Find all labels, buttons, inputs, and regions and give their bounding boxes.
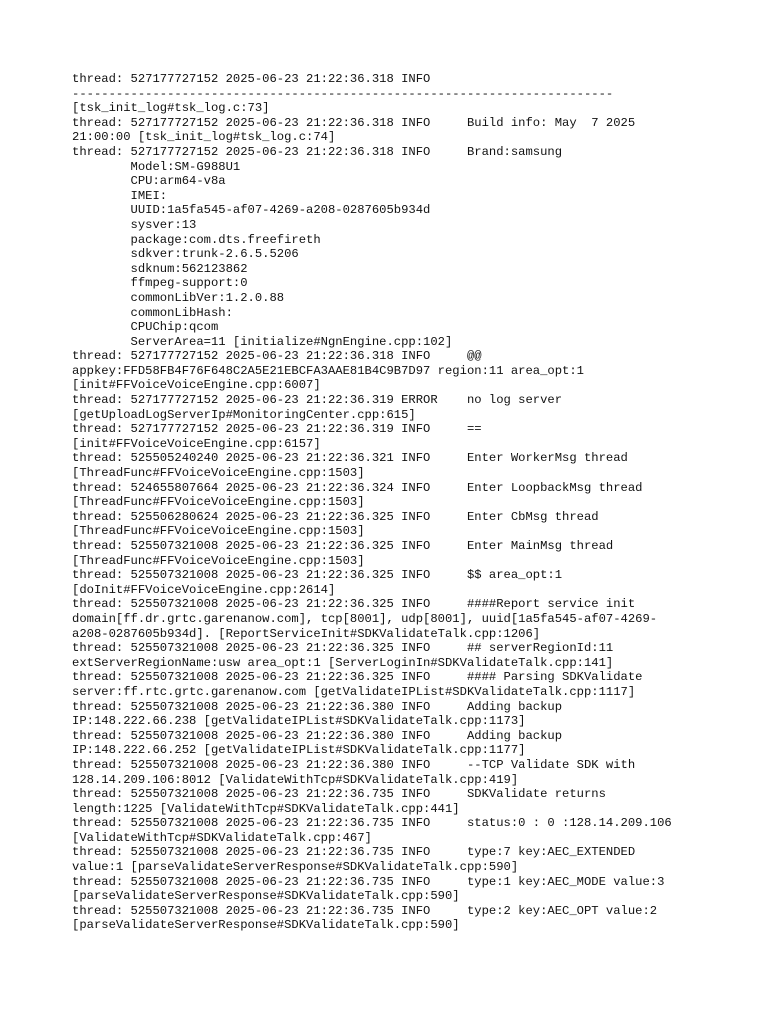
log-line: ServerArea=11 [initialize#NgnEngine.cpp:102]	[72, 334, 453, 349]
log-line: thread: 527177727152 2025-06-23 21:22:36.318 INFO Brand:samsung	[72, 144, 563, 159]
log-line: thread: 525507321008 2025-06-23 21:22:36.735 INFO SDKValidate returns	[72, 787, 606, 802]
log-line: [parseValidateServerResponse#SDKValidateTalk.cpp:590]	[72, 918, 460, 933]
log-line: thread: 525507321008 2025-06-23 21:22:36.735 INFO type:1 key:AEC_MODE value:3	[72, 874, 665, 889]
log-line: thread: 525507321008 2025-06-23 21:22:36.325 INFO Enter MainMsg thread	[72, 539, 614, 553]
log-line: ffmpeg-support:0	[72, 276, 248, 291]
log-line: sdknum:562123862	[72, 261, 248, 276]
log-line: IP:148.222.66.252 [getValidateIPList#SDKValidateTalk.cpp:1177]	[72, 743, 526, 758]
log-line: 21:00:00 [tsk_init_log#tsk_log.c:74]	[72, 130, 336, 145]
log-line: --------------------------------------------------------------------------	[72, 86, 614, 101]
log-document	[72, 72, 762, 933]
log-line: appkey:FFD58FB4F76F648C2A5E21EBCFA3AAE81B4C9B7D97 region:11 area_opt:1	[72, 363, 584, 378]
log-line: sysver:13	[72, 217, 197, 232]
log-line: sdkver:trunk-2.6.5.5206	[72, 247, 299, 262]
log-line: thread: 525507321008 2025-06-23 21:22:36.380 INFO --TCP Validate SDK with	[72, 757, 636, 772]
log-line: a208-0287605b934d]. [ReportServiceInit#SDKValidateTalk.cpp:1206]	[72, 626, 541, 641]
log-line: commonLibHash:	[72, 305, 233, 320]
log-line: thread: 527177727152 2025-06-23 21:22:36.319 ERROR no log server	[72, 393, 563, 408]
log-line: thread: 525507321008 2025-06-23 21:22:36.380 INFO Adding backup	[72, 699, 563, 714]
log-line: [ValidateWithTcp#SDKValidateTalk.cpp:467]	[72, 830, 372, 845]
log-line: Model:SM-G988U1	[72, 159, 241, 174]
log-line: thread: 527177727152 2025-06-23 21:22:36.318 INFO	[72, 72, 431, 86]
log-line: package:com.dts.freefireth	[72, 232, 321, 247]
log-line: thread: 524655807664 2025-06-23 21:22:36.324 INFO Enter LoopbackMsg thread	[72, 480, 643, 495]
log-line: CPUChip:qcom	[72, 320, 219, 335]
log-line: thread: 525507321008 2025-06-23 21:22:36.325 INFO ## serverRegionId:11	[72, 641, 614, 656]
log-line: thread: 525507321008 2025-06-23 21:22:36.735 INFO type:7 key:AEC_EXTENDED	[72, 845, 636, 860]
log-line: value:1 [parseValidateServerResponse#SDKValidateTalk.cpp:590]	[72, 860, 519, 875]
log-line: IMEI:	[72, 188, 168, 203]
log-line: server:ff.rtc.grtc.garenanow.com [getValidateIPList#SDKValidateTalk.cpp:1117]	[72, 684, 636, 699]
log-line: [ThreadFunc#FFVoiceVoiceEngine.cpp:1503]	[72, 524, 365, 539]
log-line: thread: 527177727152 2025-06-23 21:22:36.319 INFO ==	[72, 422, 482, 437]
log-line: thread: 525507321008 2025-06-23 21:22:36.380 INFO Adding backup	[72, 728, 563, 743]
log-line: CPU:arm64-v8a	[72, 174, 226, 189]
log-line: [doInit#FFVoiceVoiceEngine.cpp:2614]	[72, 582, 336, 597]
log-line: [parseValidateServerResponse#SDKValidateTalk.cpp:590]	[72, 889, 460, 904]
log-line: commonLibVer:1.2.0.88	[72, 290, 285, 305]
log-line: thread: 525507321008 2025-06-23 21:22:36.325 INFO ####Report service init	[72, 597, 636, 612]
log-line: [init#FFVoiceVoiceEngine.cpp:6007]	[72, 378, 321, 393]
log-line: thread: 525507321008 2025-06-23 21:22:36.325 INFO $$ area_opt:1	[72, 568, 563, 583]
log-line: extServerRegionName:usw area_opt:1 [ServerLoginIn#SDKValidateTalk.cpp:141]	[72, 655, 614, 670]
log-line: 128.14.209.106:8012 [ValidateWithTcp#SDKValidateTalk.cpp:419]	[72, 772, 519, 787]
log-line: thread: 527177727152 2025-06-23 21:22:36.318 INFO @@	[72, 349, 482, 364]
log-line: thread: 525507321008 2025-06-23 21:22:36.735 INFO type:2 key:AEC_OPT value:2	[72, 903, 658, 918]
log-line: [ThreadFunc#FFVoiceVoiceEngine.cpp:1503]	[72, 495, 365, 510]
log-line: [ThreadFunc#FFVoiceVoiceEngine.cpp:1503]	[72, 553, 365, 568]
log-line: length:1225 [ValidateWithTcp#SDKValidateTalk.cpp:441]	[72, 801, 460, 816]
log-line: thread: 525507321008 2025-06-23 21:22:36.325 INFO #### Parsing SDKValidate	[72, 670, 643, 685]
log-line: thread: 525507321008 2025-06-23 21:22:36.735 INFO status:0 : 0 :128.14.209.106	[72, 816, 672, 831]
log-line: UUID:1a5fa545-af07-4269-a208-0287605b934d	[72, 203, 431, 218]
log-line: [tsk_init_log#tsk_log.c:73]	[72, 101, 270, 116]
log-line: [init#FFVoiceVoiceEngine.cpp:6157]	[72, 436, 321, 451]
log-line: domain[ff.dr.grtc.garenanow.com], tcp[8001], udp[8001], uuid[1a5fa545-af07-4269-	[72, 611, 658, 626]
log-line: thread: 525505240240 2025-06-23 21:22:36.321 INFO Enter WorkerMsg thread	[72, 451, 628, 466]
log-line: thread: 525506280624 2025-06-23 21:22:36.325 INFO Enter CbMsg thread	[72, 509, 599, 524]
log-line: thread: 527177727152 2025-06-23 21:22:36.318 INFO Build info: May 7 2025	[72, 115, 636, 130]
log-line: [ThreadFunc#FFVoiceVoiceEngine.cpp:1503]	[72, 466, 365, 481]
log-line: [getUploadLogServerIp#MonitoringCenter.cpp:615]	[72, 407, 416, 422]
log-line: IP:148.222.66.238 [getValidateIPList#SDKValidateTalk.cpp:1173]	[72, 714, 526, 729]
